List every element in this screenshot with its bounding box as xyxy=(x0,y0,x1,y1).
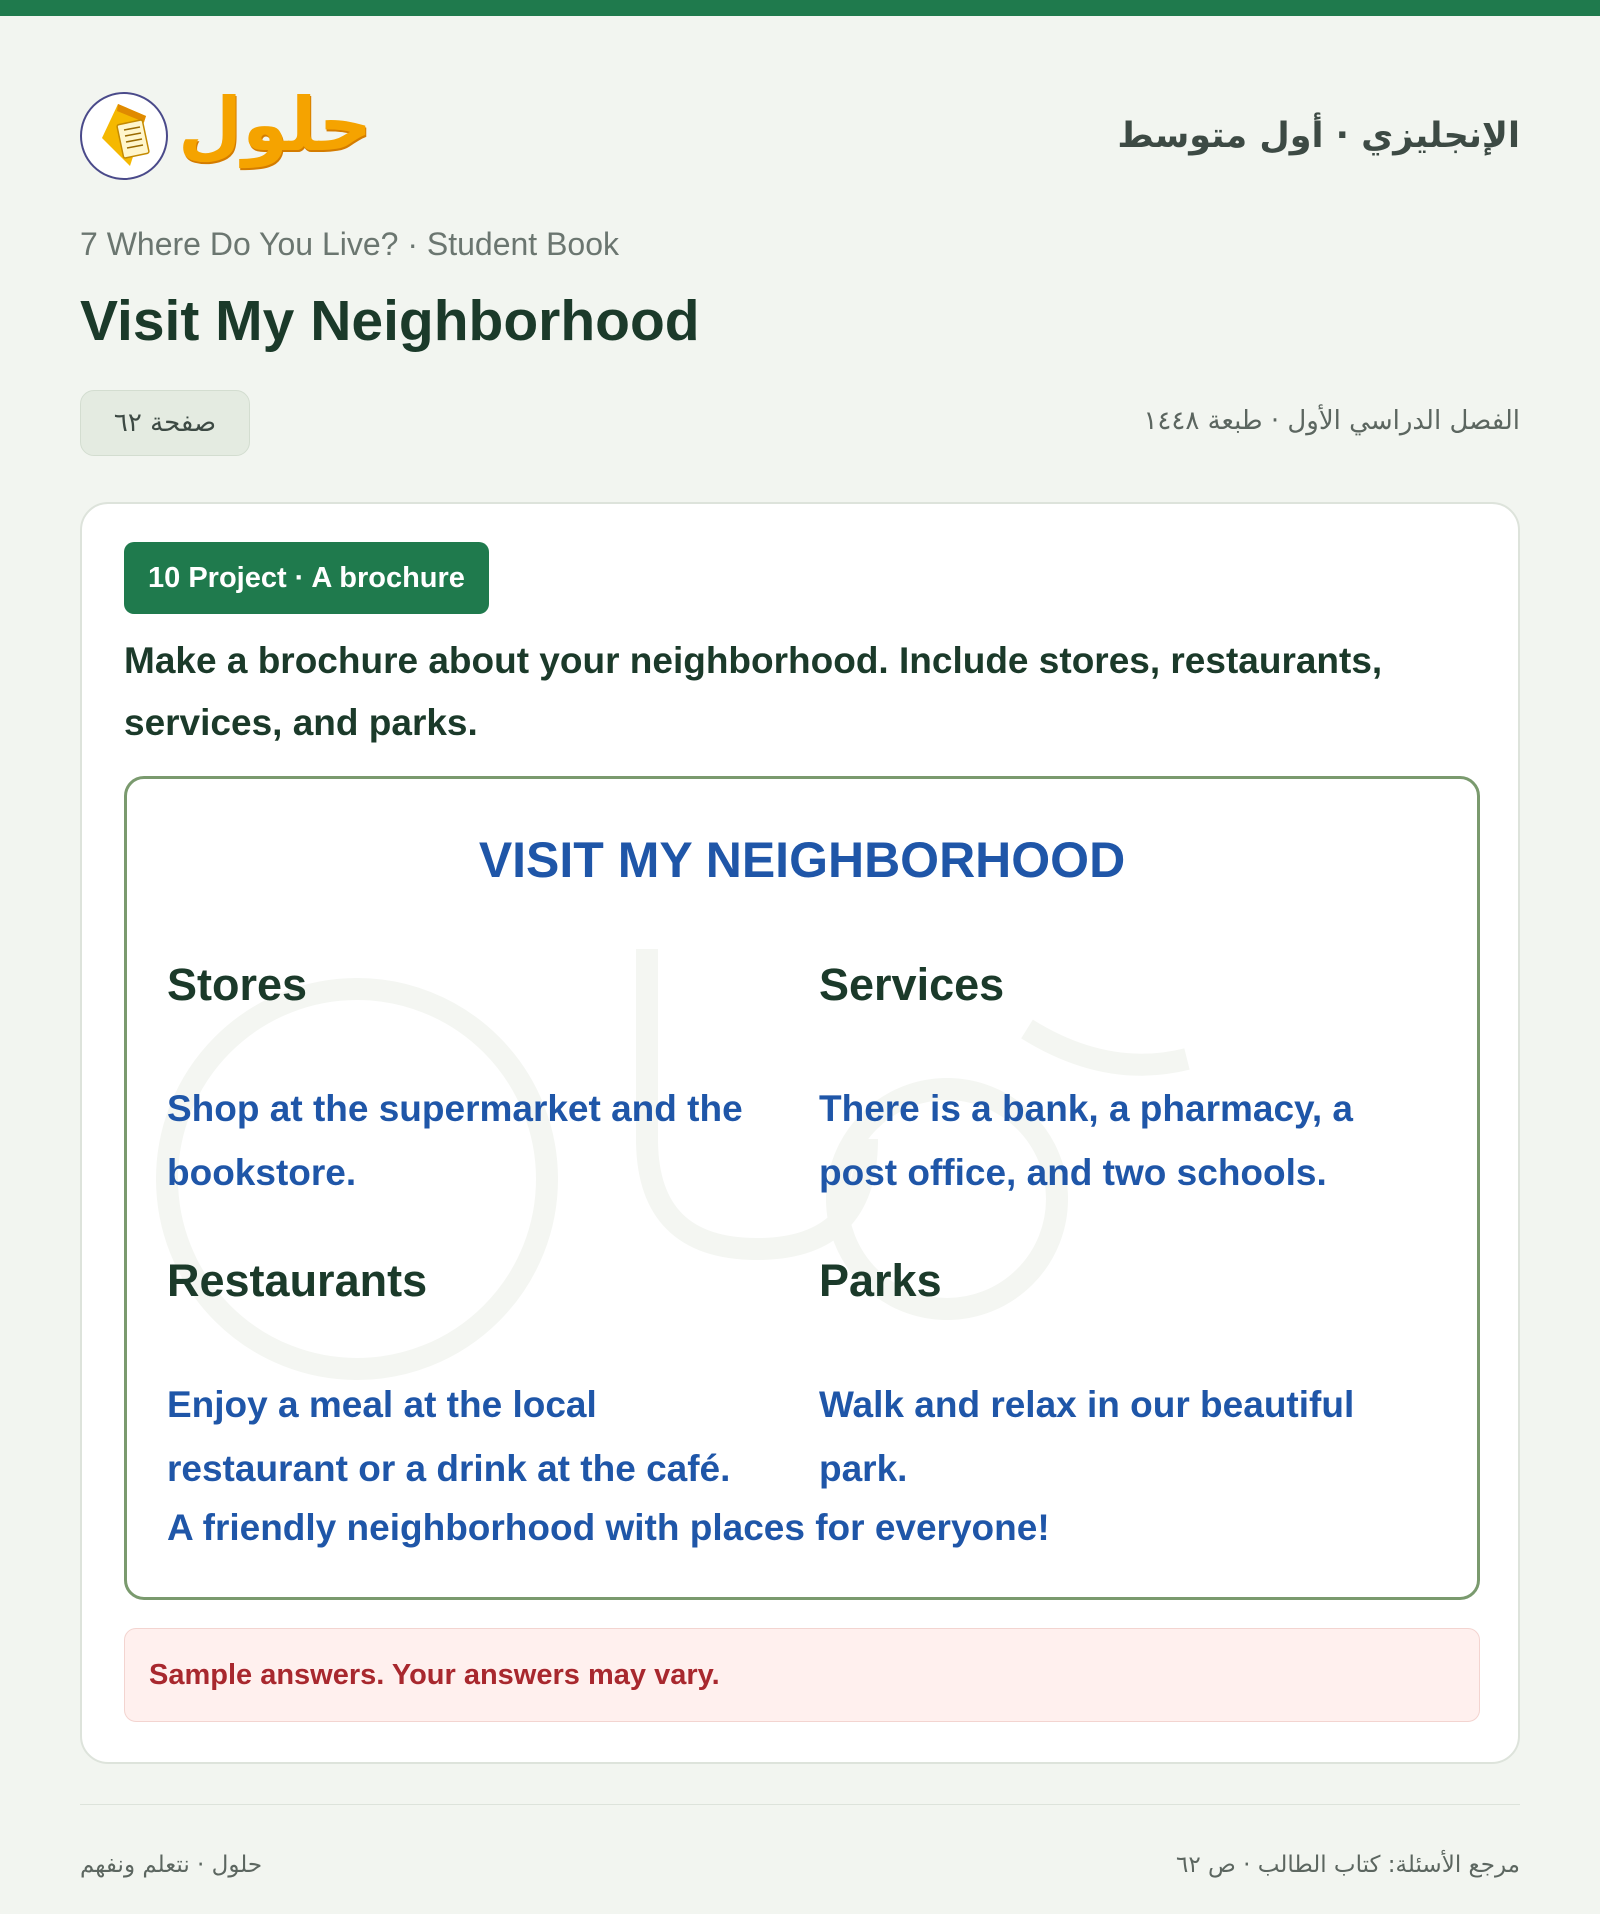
section-text-restaurants: Enjoy a meal at the local restaurant or a drink at the café. xyxy=(167,1384,731,1489)
brochure-answer xyxy=(124,776,1480,1600)
exercise-instruction: Make a brochure about your neighborhood. Include stores, restaurants, services, and parks. xyxy=(124,640,1383,743)
page-title: Visit My Neighborhood xyxy=(80,289,700,353)
edition-info: الفصل الدراسي الأول · طبعة ١٤٤٨ xyxy=(1143,406,1520,436)
page-number-chip: صفحة ٦٢ xyxy=(80,390,250,456)
top-accent-bar xyxy=(0,0,1600,16)
footer-divider xyxy=(80,1804,1520,1805)
exercise-badge: 10 Project · A brochure xyxy=(124,542,489,614)
footer-reference: مرجع الأسئلة: كتاب الطالب · ص ٦٢ xyxy=(1175,1852,1520,1878)
footer-brand: حلول · نتعلم ونفهم xyxy=(80,1852,263,1878)
sample-answer-note: Sample answers. Your answers may vary. xyxy=(124,1628,1480,1722)
section-heading-services: Services xyxy=(819,959,1005,1010)
brochure-title: VISIT MY NEIGHBORHOOD xyxy=(478,832,1126,888)
logo[interactable] xyxy=(80,82,373,182)
header xyxy=(80,82,1520,182)
section-text-parks: Walk and relax in our beautiful park. xyxy=(819,1384,1355,1489)
breadcrumb: 7 Where Do You Live? · Student Book xyxy=(80,226,620,262)
section-text-services: There is a bank, a pharmacy, a post office, and two schools. xyxy=(819,1088,1354,1193)
brochure-closing-line: A friendly neighborhood with places for everyone! xyxy=(167,1507,1050,1548)
exercise-card xyxy=(80,502,1520,1764)
section-heading-parks: Parks xyxy=(819,1255,942,1306)
section-text-stores: Shop at the supermarket and the bookstore. xyxy=(167,1088,743,1193)
logo-wordmark: حلول xyxy=(178,82,373,168)
subject-title: الإنجليزي · أول متوسط xyxy=(1117,116,1520,156)
section-heading-stores: Stores xyxy=(167,959,308,1010)
section-heading-restaurants: Restaurants xyxy=(167,1255,428,1306)
